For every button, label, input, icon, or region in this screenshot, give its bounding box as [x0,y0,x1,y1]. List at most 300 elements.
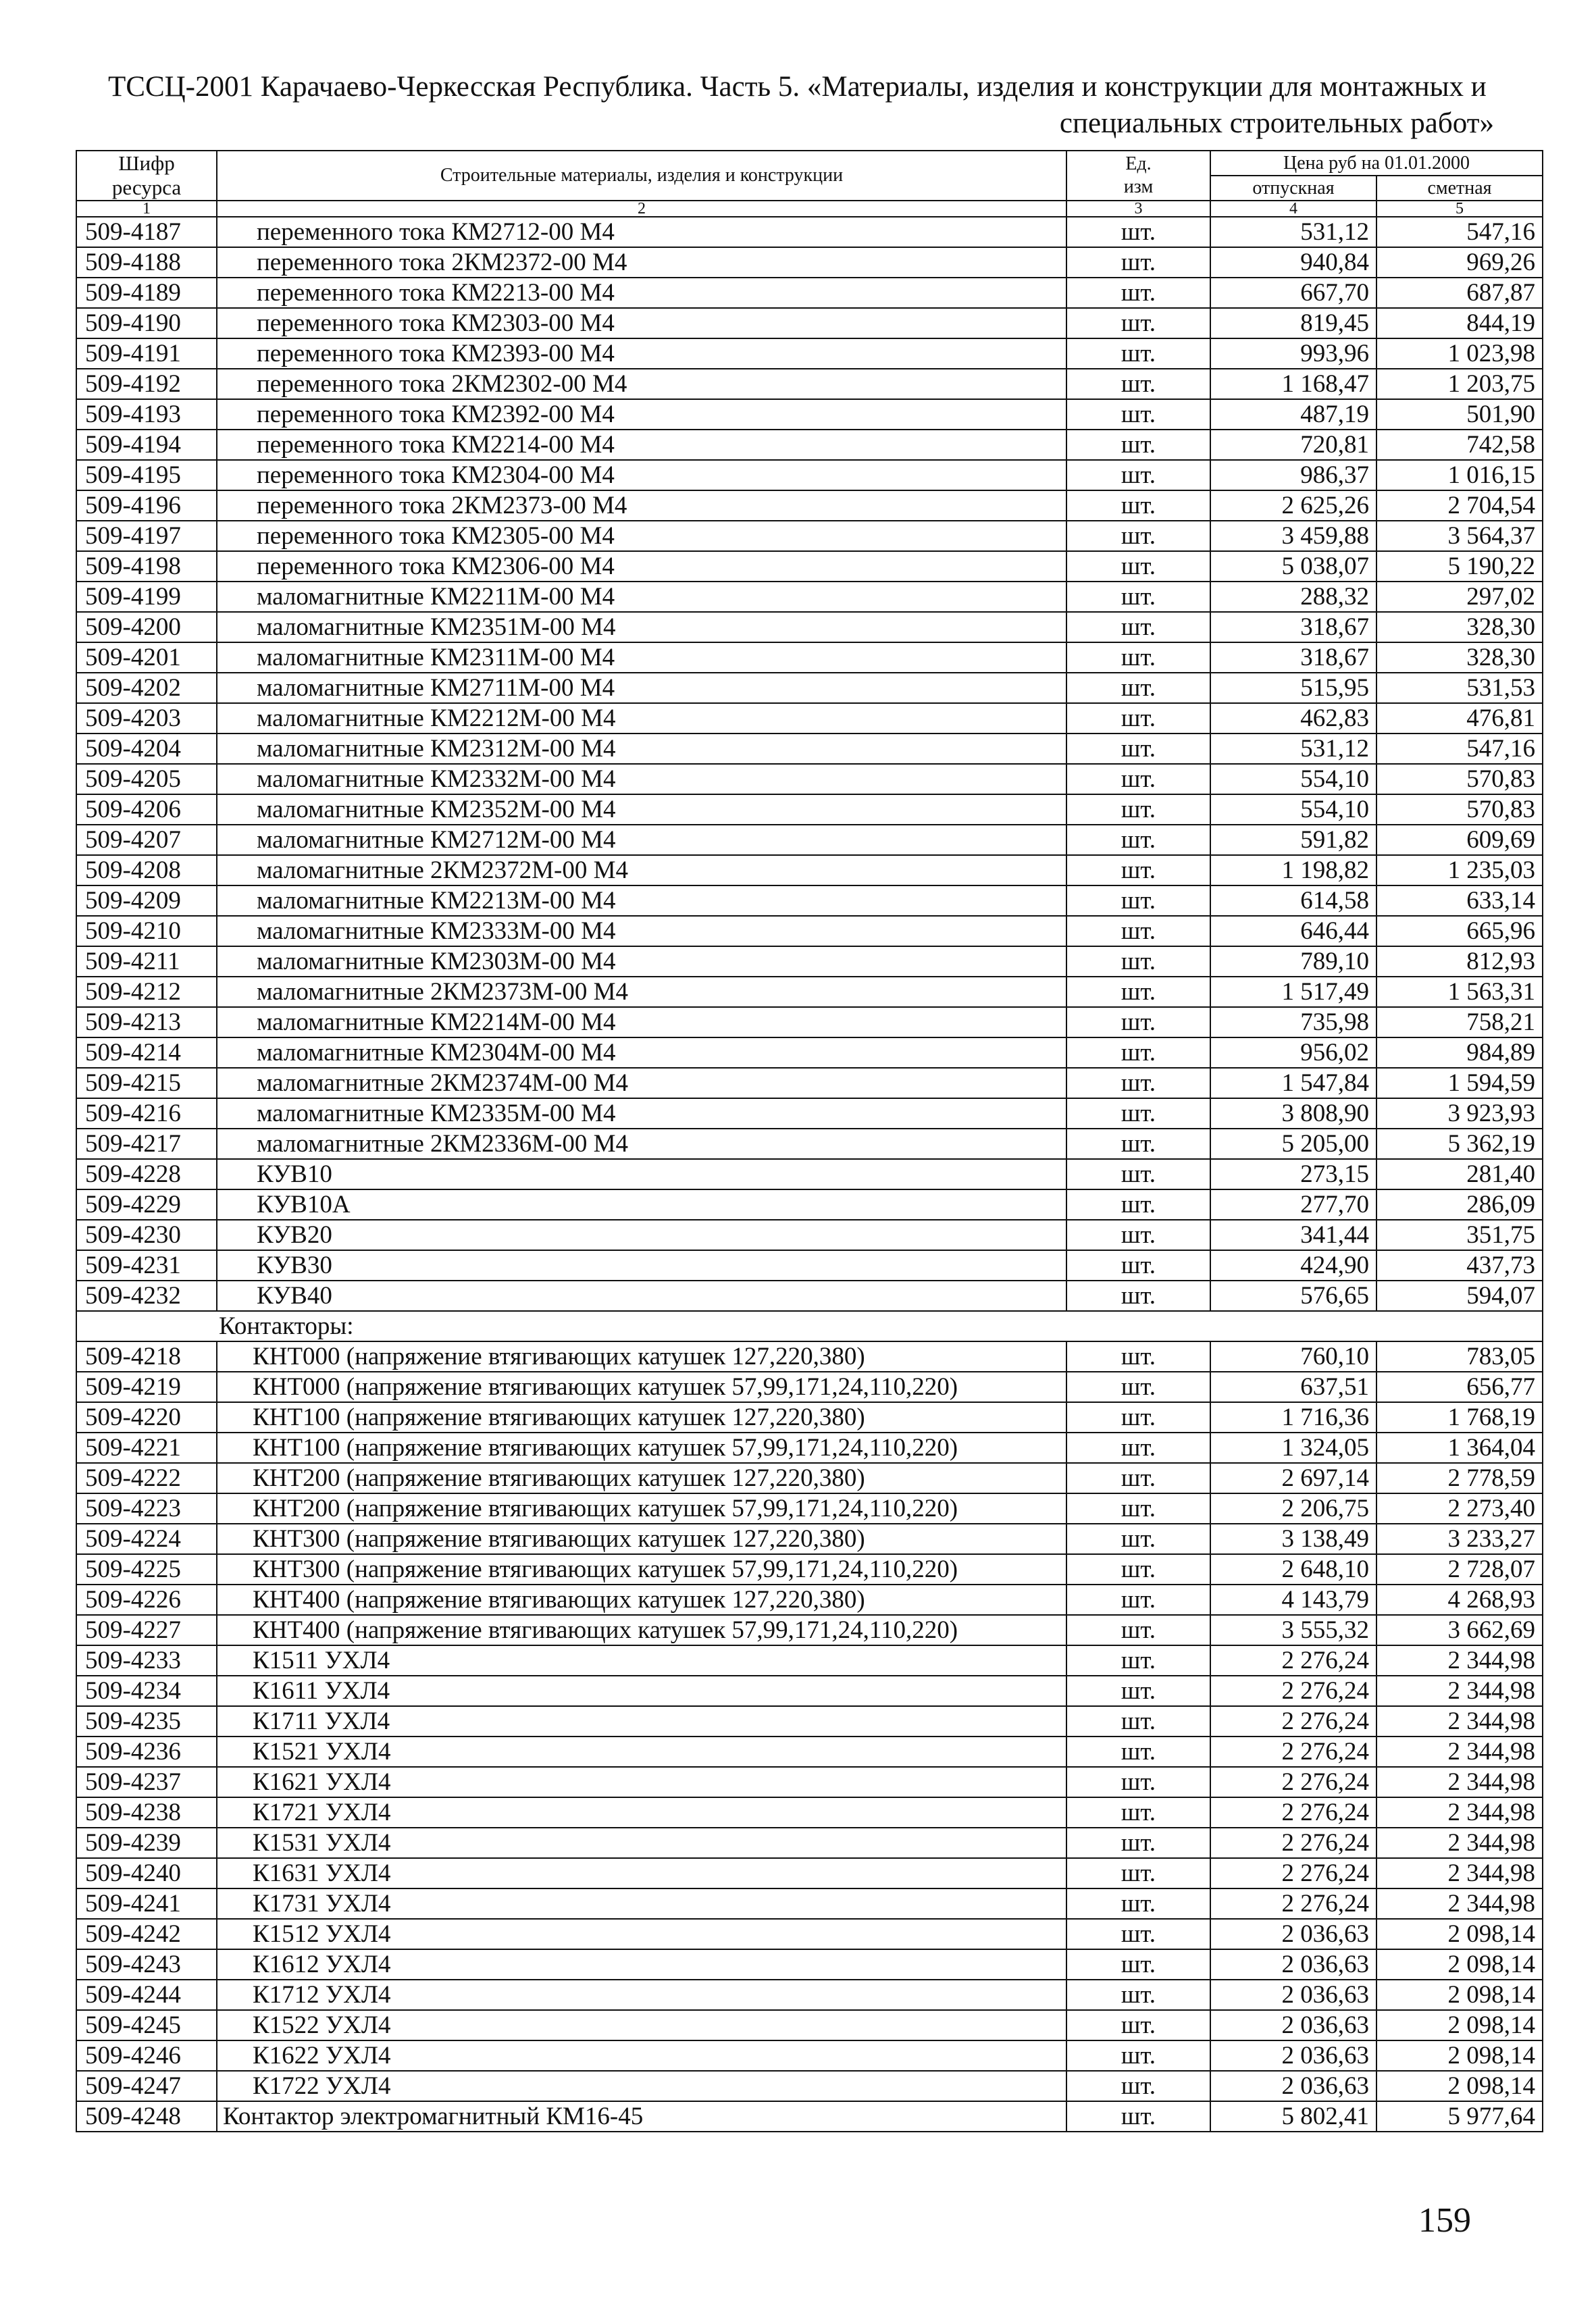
cell-name: маломагнитные 2КМ2336М-00 М4 [217,1129,1066,1159]
cell-release-price: 462,83 [1210,703,1376,734]
cell-code: 509-4219 [76,1372,217,1402]
cell-release-price: 5 802,41 [1210,2101,1376,2132]
cell-estimate-price: 812,93 [1376,946,1543,977]
cell-name: КУВ30 [217,1250,1066,1281]
cell-estimate-price: 2 344,98 [1376,1828,1543,1858]
cell-release-price: 2 625,26 [1210,490,1376,521]
cell-estimate-price: 570,83 [1376,764,1543,794]
cell-name: переменного тока КМ2304-00 М4 [217,460,1066,490]
cell-code: 509-4224 [76,1524,217,1554]
cell-name: КНТ000 (напряжение втягивающих катушек 57,99,171,24,110,220) [217,1372,1066,1402]
cell-name: маломагнитные КМ2304М-00 М4 [217,1037,1066,1068]
cell-unit: шт. [1066,703,1210,734]
cell-release-price: 2 036,63 [1210,2040,1376,2071]
cell-unit: шт. [1066,1341,1210,1372]
col-number: 4 [1210,201,1376,217]
cell-code: 509-4248 [76,2101,217,2132]
cell-estimate-price: 547,16 [1376,734,1543,764]
cell-release-price: 646,44 [1210,916,1376,946]
table-row [76,825,1543,855]
price-table [76,150,1543,2132]
cell-code: 509-4188 [76,247,217,278]
table-row [76,1433,1543,1463]
col-number: 2 [217,201,1066,217]
cell-unit: шт. [1066,1645,1210,1676]
table-row [76,1493,1543,1524]
cell-estimate-price: 286,09 [1376,1189,1543,1220]
cell-code: 509-4242 [76,1919,217,1949]
cell-name: КНТ200 (напряжение втягивающих катушек 127,220,380) [217,1463,1066,1493]
cell-unit: шт. [1066,278,1210,308]
cell-name: Контактор электромагнитный КМ16-45 [217,2101,1066,2132]
cell-name: К1712 УХЛ4 [217,1980,1066,2010]
cell-unit: шт. [1066,977,1210,1007]
cell-code: 509-4207 [76,825,217,855]
cell-code: 509-4245 [76,2010,217,2040]
cell-code: 509-4192 [76,369,217,399]
cell-release-price: 288,32 [1210,582,1376,612]
table-row [76,642,1543,673]
cell-release-price: 515,95 [1210,673,1376,703]
cell-estimate-price: 3 662,69 [1376,1615,1543,1645]
cell-release-price: 637,51 [1210,1372,1376,1402]
cell-code: 509-4212 [76,977,217,1007]
cell-estimate-price: 2 344,98 [1376,1797,1543,1828]
cell-release-price: 2 276,24 [1210,1828,1376,1858]
cell-name: маломагнитные КМ2311М-00 М4 [217,642,1066,673]
cell-name: маломагнитные КМ2712М-00 М4 [217,825,1066,855]
cell-name: К1521 УХЛ4 [217,1737,1066,1767]
cell-release-price: 760,10 [1210,1341,1376,1372]
table-row [76,734,1543,764]
cell-name: КУВ40 [217,1281,1066,1311]
table-row [76,703,1543,734]
table-row [76,885,1543,916]
cell-code: 509-4196 [76,490,217,521]
table-row [76,2071,1543,2101]
cell-release-price: 531,12 [1210,734,1376,764]
table-row [76,1615,1543,1645]
cell-estimate-price: 665,96 [1376,916,1543,946]
table-row [76,551,1543,582]
table-row [76,1797,1543,1828]
cell-code: 509-4241 [76,1888,217,1919]
cell-name: маломагнитные КМ2213М-00 М4 [217,885,1066,916]
cell-estimate-price: 1 768,19 [1376,1402,1543,1433]
table-row [76,1281,1543,1311]
cell-estimate-price: 2 704,54 [1376,490,1543,521]
col-number: 1 [76,201,217,217]
cell-name: К1722 УХЛ4 [217,2071,1066,2101]
document-title [108,69,1494,142]
cell-unit: шт. [1066,1676,1210,1706]
cell-release-price: 273,15 [1210,1159,1376,1189]
table-row [76,490,1543,521]
table-row [76,1767,1543,1797]
cell-estimate-price: 3 564,37 [1376,521,1543,551]
cell-release-price: 341,44 [1210,1220,1376,1250]
cell-code: 509-4193 [76,399,217,430]
title-line-2: специальных строительных работ» [1059,107,1494,139]
cell-estimate-price: 297,02 [1376,582,1543,612]
cell-code: 509-4204 [76,734,217,764]
table-row [76,1189,1543,1220]
cell-unit: шт. [1066,794,1210,825]
cell-name: маломагнитные 2КМ2372М-00 М4 [217,855,1066,885]
cell-code: 509-4238 [76,1797,217,1828]
cell-unit: шт. [1066,1706,1210,1737]
cell-unit: шт. [1066,1007,1210,1037]
cell-estimate-price: 501,90 [1376,399,1543,430]
cell-unit: шт. [1066,1585,1210,1615]
cell-release-price: 2 276,24 [1210,1888,1376,1919]
cell-release-price: 986,37 [1210,460,1376,490]
cell-release-price: 4 143,79 [1210,1585,1376,1615]
cell-code: 509-4209 [76,885,217,916]
table-body-main [76,217,1543,1311]
cell-estimate-price: 351,75 [1376,1220,1543,1250]
cell-unit: шт. [1066,1250,1210,1281]
table-row [76,2040,1543,2071]
col-header-code: Шифр ресурса [76,151,217,201]
cell-estimate-price: 2 344,98 [1376,1645,1543,1676]
cell-unit: шт. [1066,1949,1210,1980]
cell-name: маломагнитные КМ2303М-00 М4 [217,946,1066,977]
cell-unit: шт. [1066,2071,1210,2101]
table-row [76,521,1543,551]
cell-unit: шт. [1066,612,1210,642]
cell-estimate-price: 969,26 [1376,247,1543,278]
cell-name: К1631 УХЛ4 [217,1858,1066,1888]
table-row [76,1098,1543,1129]
cell-unit: шт. [1066,521,1210,551]
cell-estimate-price: 2 728,07 [1376,1554,1543,1585]
cell-code: 509-4233 [76,1645,217,1676]
table-row [76,1463,1543,1493]
cell-estimate-price: 5 190,22 [1376,551,1543,582]
col-header-estimate-price: сметная [1376,176,1543,201]
cell-estimate-price: 531,53 [1376,673,1543,703]
cell-estimate-price: 5 977,64 [1376,2101,1543,2132]
cell-release-price: 554,10 [1210,764,1376,794]
cell-release-price: 424,90 [1210,1250,1376,1281]
cell-name: маломагнитные КМ2352М-00 М4 [217,794,1066,825]
cell-estimate-price: 633,14 [1376,885,1543,916]
cell-estimate-price: 2 344,98 [1376,1858,1543,1888]
cell-release-price: 614,58 [1210,885,1376,916]
cell-code: 509-4189 [76,278,217,308]
cell-unit: шт. [1066,855,1210,885]
cell-unit: шт. [1066,338,1210,369]
cell-release-price: 2 276,24 [1210,1797,1376,1828]
table-row [76,1645,1543,1676]
cell-name: переменного тока КМ2214-00 М4 [217,430,1066,460]
cell-name: переменного тока КМ2305-00 М4 [217,521,1066,551]
cell-estimate-price: 687,87 [1376,278,1543,308]
cell-release-price: 3 138,49 [1210,1524,1376,1554]
cell-unit: шт. [1066,308,1210,338]
cell-name: переменного тока КМ2393-00 М4 [217,338,1066,369]
cell-release-price: 1 168,47 [1210,369,1376,399]
cell-code: 509-4216 [76,1098,217,1129]
cell-release-price: 318,67 [1210,642,1376,673]
cell-estimate-price: 1 235,03 [1376,855,1543,885]
cell-release-price: 2 036,63 [1210,1980,1376,2010]
table-row [76,399,1543,430]
cell-code: 509-4230 [76,1220,217,1250]
cell-unit: шт. [1066,582,1210,612]
col-header-name: Строительные материалы, изделия и конструкции [217,151,1066,201]
cell-name: КНТ100 (напряжение втягивающих катушек 127,220,380) [217,1402,1066,1433]
table-row [76,1402,1543,1433]
cell-unit: шт. [1066,673,1210,703]
cell-unit: шт. [1066,2101,1210,2132]
cell-code: 509-4202 [76,673,217,703]
cell-release-price: 1 198,82 [1210,855,1376,885]
cell-name: КНТ400 (напряжение втягивающих катушек 57,99,171,24,110,220) [217,1615,1066,1645]
cell-code: 509-4194 [76,430,217,460]
cell-name: маломагнитные КМ2214М-00 М4 [217,1007,1066,1037]
cell-code: 509-4221 [76,1433,217,1463]
cell-estimate-price: 1 023,98 [1376,338,1543,369]
cell-release-price: 554,10 [1210,794,1376,825]
cell-unit: шт. [1066,1493,1210,1524]
title-line-1: ТССЦ-2001 Карачаево-Черкесская Республика. Часть 5. «Материалы, изделия и конструкции для монтажных и [108,71,1487,103]
cell-name: переменного тока КМ2303-00 М4 [217,308,1066,338]
cell-estimate-price: 1 016,15 [1376,460,1543,490]
cell-unit: шт. [1066,1433,1210,1463]
cell-unit: шт. [1066,734,1210,764]
cell-estimate-price: 476,81 [1376,703,1543,734]
cell-estimate-price: 656,77 [1376,1372,1543,1402]
table-row [76,1129,1543,1159]
cell-unit: шт. [1066,1767,1210,1797]
cell-release-price: 2 276,24 [1210,1706,1376,1737]
table-row [76,1554,1543,1585]
cell-code: 509-4199 [76,582,217,612]
cell-name: К1731 УХЛ4 [217,1888,1066,1919]
cell-unit: шт. [1066,460,1210,490]
table-row [76,1676,1543,1706]
cell-name: К1621 УХЛ4 [217,1767,1066,1797]
cell-release-price: 2 036,63 [1210,1919,1376,1949]
cell-code: 509-4201 [76,642,217,673]
col-header-release-price: отпускная [1210,176,1376,201]
cell-release-price: 3 808,90 [1210,1098,1376,1129]
cell-name: К1721 УХЛ4 [217,1797,1066,1828]
cell-release-price: 5 038,07 [1210,551,1376,582]
col-header-unit: Ед. изм [1066,151,1210,201]
cell-name: маломагнитные 2КМ2374М-00 М4 [217,1068,1066,1098]
cell-release-price: 1 517,49 [1210,977,1376,1007]
cell-name: переменного тока КМ2306-00 М4 [217,551,1066,582]
cell-estimate-price: 758,21 [1376,1007,1543,1037]
cell-code: 509-4208 [76,855,217,885]
cell-name: К1611 УХЛ4 [217,1676,1066,1706]
cell-estimate-price: 2 098,14 [1376,1949,1543,1980]
cell-estimate-price: 783,05 [1376,1341,1543,1372]
cell-estimate-price: 2 098,14 [1376,1919,1543,1949]
table-row [76,977,1543,1007]
cell-unit: шт. [1066,1402,1210,1433]
cell-code: 509-4187 [76,217,217,247]
cell-unit: шт. [1066,1858,1210,1888]
cell-release-price: 2 036,63 [1210,1949,1376,1980]
cell-estimate-price: 2 098,14 [1376,2071,1543,2101]
table-row [76,916,1543,946]
cell-name: К1711 УХЛ4 [217,1706,1066,1737]
table-row [76,338,1543,369]
cell-release-price: 3 459,88 [1210,521,1376,551]
table-row [76,794,1543,825]
cell-code: 509-4234 [76,1676,217,1706]
cell-code: 509-4195 [76,460,217,490]
cell-code: 509-4200 [76,612,217,642]
table-row [76,2010,1543,2040]
table-row [76,2101,1543,2132]
cell-code: 509-4190 [76,308,217,338]
cell-estimate-price: 547,16 [1376,217,1543,247]
cell-estimate-price: 609,69 [1376,825,1543,855]
cell-estimate-price: 844,19 [1376,308,1543,338]
cell-code: 509-4246 [76,2040,217,2071]
cell-name: К1511 УХЛ4 [217,1645,1066,1676]
cell-name: КУВ10 [217,1159,1066,1189]
table-row [76,1068,1543,1098]
cell-unit: шт. [1066,1797,1210,1828]
table-row [76,1949,1543,1980]
cell-name: маломагнитные КМ2211М-00 М4 [217,582,1066,612]
cell-code: 509-4228 [76,1159,217,1189]
cell-code: 509-4217 [76,1129,217,1159]
cell-unit: шт. [1066,1037,1210,1068]
cell-release-price: 2 276,24 [1210,1645,1376,1676]
cell-release-price: 2 276,24 [1210,1676,1376,1706]
cell-code: 509-4222 [76,1463,217,1493]
cell-release-price: 667,70 [1210,278,1376,308]
cell-unit: шт. [1066,1189,1210,1220]
cell-release-price: 735,98 [1210,1007,1376,1037]
cell-code: 509-4213 [76,1007,217,1037]
table-row [76,764,1543,794]
cell-release-price: 591,82 [1210,825,1376,855]
cell-code: 509-4210 [76,916,217,946]
table-row [76,1828,1543,1858]
cell-estimate-price: 594,07 [1376,1281,1543,1311]
cell-name: К1622 УХЛ4 [217,2040,1066,2071]
cell-code: 509-4244 [76,1980,217,2010]
cell-release-price: 2 206,75 [1210,1493,1376,1524]
cell-unit: шт. [1066,1554,1210,1585]
cell-name: КНТ100 (напряжение втягивающих катушек 57,99,171,24,110,220) [217,1433,1066,1463]
cell-name: К1512 УХЛ4 [217,1919,1066,1949]
table-row [76,1919,1543,1949]
cell-name: КУВ20 [217,1220,1066,1250]
cell-estimate-price: 2 273,40 [1376,1493,1543,1524]
cell-estimate-price: 281,40 [1376,1159,1543,1189]
cell-code: 509-4197 [76,521,217,551]
cell-release-price: 1 716,36 [1210,1402,1376,1433]
table-row [76,217,1543,247]
cell-unit: шт. [1066,490,1210,521]
table-row [76,1737,1543,1767]
cell-estimate-price: 2 344,98 [1376,1888,1543,1919]
cell-name: маломагнитные КМ2312М-00 М4 [217,734,1066,764]
table-row [76,1250,1543,1281]
cell-name: маломагнитные КМ2335М-00 М4 [217,1098,1066,1129]
table-header [76,151,1543,217]
table-row [76,430,1543,460]
cell-release-price: 576,65 [1210,1281,1376,1311]
cell-code: 509-4206 [76,794,217,825]
cell-estimate-price: 2 344,98 [1376,1737,1543,1767]
table-row [76,1980,1543,2010]
cell-estimate-price: 2 344,98 [1376,1767,1543,1797]
cell-name: маломагнитные КМ2333М-00 М4 [217,916,1066,946]
cell-unit: шт. [1066,1068,1210,1098]
cell-code: 509-4215 [76,1068,217,1098]
table-row [76,1341,1543,1372]
cell-code: 509-4243 [76,1949,217,1980]
cell-release-price: 1 547,84 [1210,1068,1376,1098]
table-row [76,1372,1543,1402]
table-row [76,369,1543,399]
cell-release-price: 2 276,24 [1210,1767,1376,1797]
table-row [76,1524,1543,1554]
cell-name: маломагнитные КМ2212М-00 М4 [217,703,1066,734]
cell-estimate-price: 1 203,75 [1376,369,1543,399]
cell-code: 509-4214 [76,1037,217,1068]
table-row [76,1888,1543,1919]
cell-unit: шт. [1066,1524,1210,1554]
cell-name: переменного тока 2КМ2373-00 М4 [217,490,1066,521]
cell-estimate-price: 2 098,14 [1376,1980,1543,2010]
section-header [76,1311,1543,1341]
cell-estimate-price: 1 594,59 [1376,1068,1543,1098]
cell-unit: шт. [1066,430,1210,460]
cell-unit: шт. [1066,916,1210,946]
cell-name: К1522 УХЛ4 [217,2010,1066,2040]
cell-release-price: 487,19 [1210,399,1376,430]
cell-name: переменного тока КМ2392-00 М4 [217,399,1066,430]
cell-estimate-price: 4 268,93 [1376,1585,1543,1615]
cell-name: КНТ400 (напряжение втягивающих катушек 127,220,380) [217,1585,1066,1615]
cell-estimate-price: 3 923,93 [1376,1098,1543,1129]
cell-name: КНТ300 (напряжение втягивающих катушек 57,99,171,24,110,220) [217,1554,1066,1585]
cell-name: КНТ300 (напряжение втягивающих катушек 127,220,380) [217,1524,1066,1554]
cell-estimate-price: 3 233,27 [1376,1524,1543,1554]
col-number: 5 [1376,201,1543,217]
table-row [76,582,1543,612]
cell-unit: шт. [1066,1615,1210,1645]
cell-code: 509-4237 [76,1767,217,1797]
cell-code: 509-4203 [76,703,217,734]
cell-release-price: 277,70 [1210,1189,1376,1220]
cell-unit: шт. [1066,369,1210,399]
cell-name: маломагнитные 2КМ2373М-00 М4 [217,977,1066,1007]
table-row [76,278,1543,308]
cell-estimate-price: 5 362,19 [1376,1129,1543,1159]
cell-release-price: 819,45 [1210,308,1376,338]
cell-release-price: 531,12 [1210,217,1376,247]
cell-release-price: 2 036,63 [1210,2071,1376,2101]
cell-name: переменного тока 2КМ2302-00 М4 [217,369,1066,399]
table-body-contactors [76,1341,1543,2132]
cell-release-price: 2 276,24 [1210,1737,1376,1767]
cell-unit: шт. [1066,1281,1210,1311]
cell-code: 509-4220 [76,1402,217,1433]
cell-code: 509-4223 [76,1493,217,1524]
